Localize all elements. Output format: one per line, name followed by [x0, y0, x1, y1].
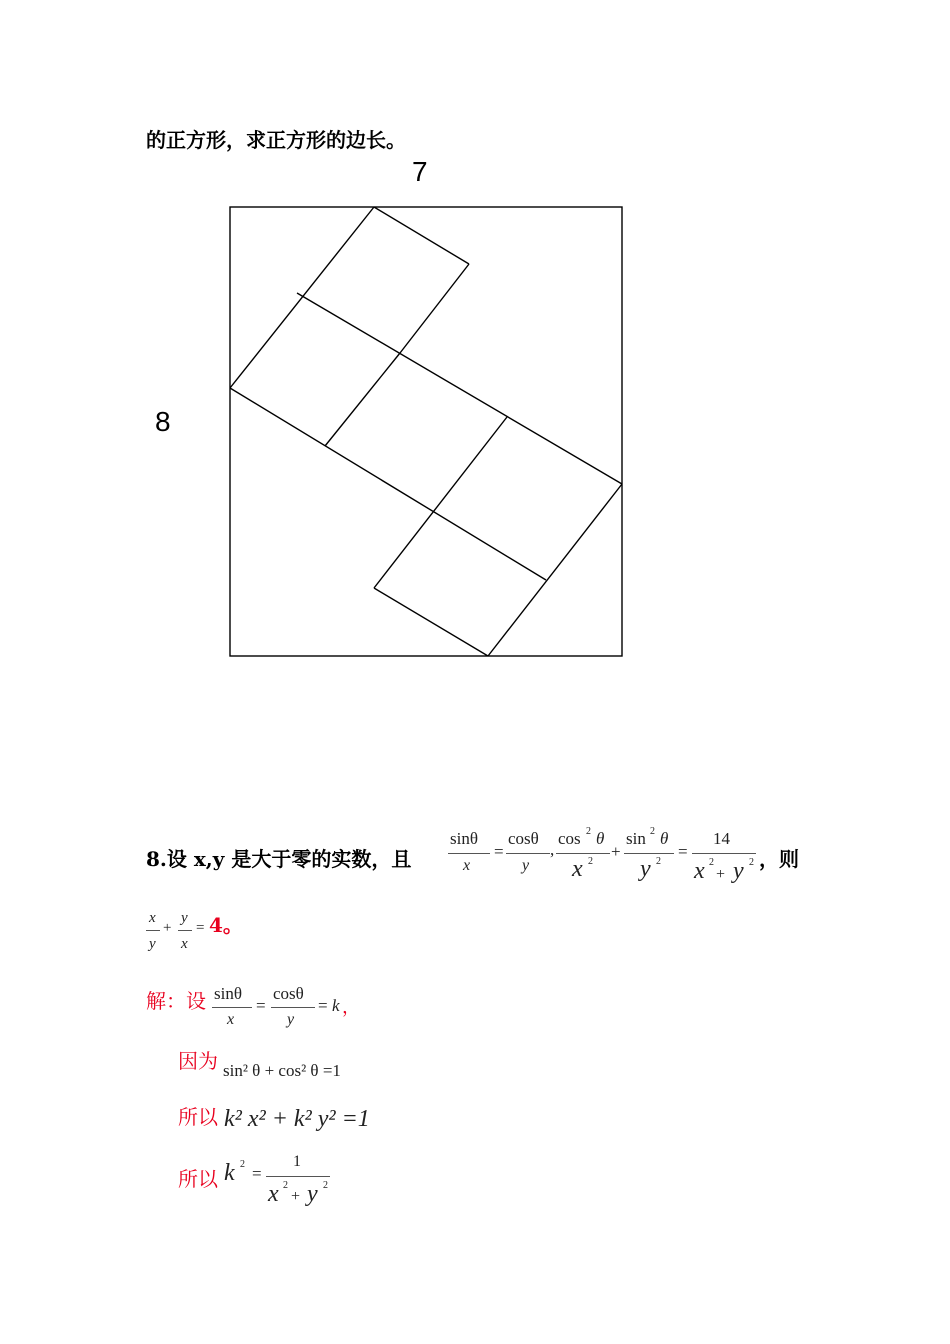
eq-sup2: 2 — [650, 826, 655, 837]
eq-comma: , — [550, 840, 555, 859]
eq-theta: θ — [596, 829, 605, 848]
problem-tail: ，则 — [759, 847, 799, 871]
solution-label: 解：设 — [146, 989, 206, 1013]
eq-sin-theta: sinθ — [450, 829, 478, 848]
ans-x: x — [181, 936, 188, 952]
sol-sin-theta: sinθ — [214, 984, 242, 1003]
problem-stem: 设 x,y 是大于零的实数，且 — [166, 847, 412, 871]
eq-x: x — [694, 858, 705, 884]
intro-text: 的正方形，求正方形的边长。 — [146, 128, 406, 152]
square-edge — [374, 417, 507, 588]
sol-equals: = — [318, 996, 328, 1015]
ans-y: y — [149, 936, 156, 952]
answer-number: 4 — [209, 913, 223, 937]
square-edge — [230, 207, 374, 388]
ans-x: x — [149, 910, 156, 926]
eq-plus: + — [611, 842, 621, 861]
fraction-bar — [506, 853, 550, 854]
eq-x: x — [463, 857, 471, 874]
sol4-y: y — [307, 1181, 318, 1207]
eq-cos: cos — [558, 829, 581, 848]
sol4-one: 1 — [293, 1153, 301, 1170]
eq-plus: + — [716, 866, 726, 883]
eq-equals: = — [494, 842, 504, 861]
fraction-bar — [692, 853, 756, 854]
answer-value — [209, 909, 243, 938]
solution-so-label: 所以 — [178, 1105, 218, 1129]
square-edge — [297, 293, 622, 484]
line3-expression: k² x² + k² y² =1 — [224, 1106, 370, 1132]
eq-theta: θ — [660, 829, 669, 848]
eq-sup2: 2 — [656, 856, 661, 867]
eq-sup2: 2 — [749, 857, 754, 868]
sol-comma: ， — [342, 997, 360, 1018]
fraction-bar — [178, 930, 192, 931]
outer-rectangle — [230, 207, 622, 656]
eq-equals: = — [678, 842, 688, 861]
sol4-equals: = — [252, 1164, 262, 1183]
ans-equals: = — [196, 920, 205, 936]
ans-plus: + — [163, 920, 172, 936]
eq-sup2: 2 — [586, 826, 591, 837]
figure-label-left: 8 — [155, 406, 171, 437]
eq-y: y — [522, 857, 530, 874]
fraction-bar — [448, 853, 490, 854]
sol-k: k — [332, 996, 340, 1015]
fraction-bar — [271, 1007, 315, 1008]
eq-x: x — [572, 856, 583, 882]
solution-so-label-2: 所以 — [178, 1167, 218, 1191]
square-edge — [400, 264, 469, 353]
eq-sin: sin — [626, 829, 646, 848]
square-edge — [374, 588, 488, 656]
fraction-bar — [266, 1176, 330, 1177]
sol4-sup2: 2 — [240, 1159, 245, 1170]
square-edge — [488, 484, 622, 656]
sol-x: x — [227, 1011, 235, 1028]
eq-cos-theta: cosθ — [508, 829, 539, 848]
fraction-bar — [212, 1007, 252, 1008]
eq-y: y — [640, 856, 651, 882]
sol4-k: k — [224, 1160, 235, 1186]
sol4-sup2: 2 — [283, 1180, 288, 1191]
ans-y: y — [181, 910, 188, 926]
sol-y: y — [287, 1011, 295, 1028]
problem-number: 8. — [146, 847, 167, 871]
answer-end: 。 — [222, 913, 243, 937]
fraction-bar — [146, 930, 160, 931]
square-edge — [230, 388, 546, 580]
sol4-sup2: 2 — [323, 1180, 328, 1191]
eq-y: y — [733, 858, 744, 884]
problem-8-text — [146, 843, 411, 872]
sol-cos-theta: cosθ — [273, 984, 304, 1003]
eq-sup2: 2 — [709, 857, 714, 868]
sol4-x: x — [268, 1181, 279, 1207]
eq-sup2: 2 — [588, 856, 593, 867]
eq-fourteen: 14 — [713, 829, 730, 848]
solution-because-label: 因为 — [178, 1049, 218, 1073]
square-edge — [325, 353, 400, 446]
figure-label-top: 7 — [412, 156, 428, 187]
fraction-bar — [624, 853, 674, 854]
sol4-plus: + — [291, 1188, 301, 1205]
fraction-bar — [556, 853, 610, 854]
square-edge — [374, 207, 469, 264]
sol-equals: = — [256, 996, 266, 1015]
identity-expression: sin² θ + cos² θ =1 — [223, 1061, 341, 1080]
